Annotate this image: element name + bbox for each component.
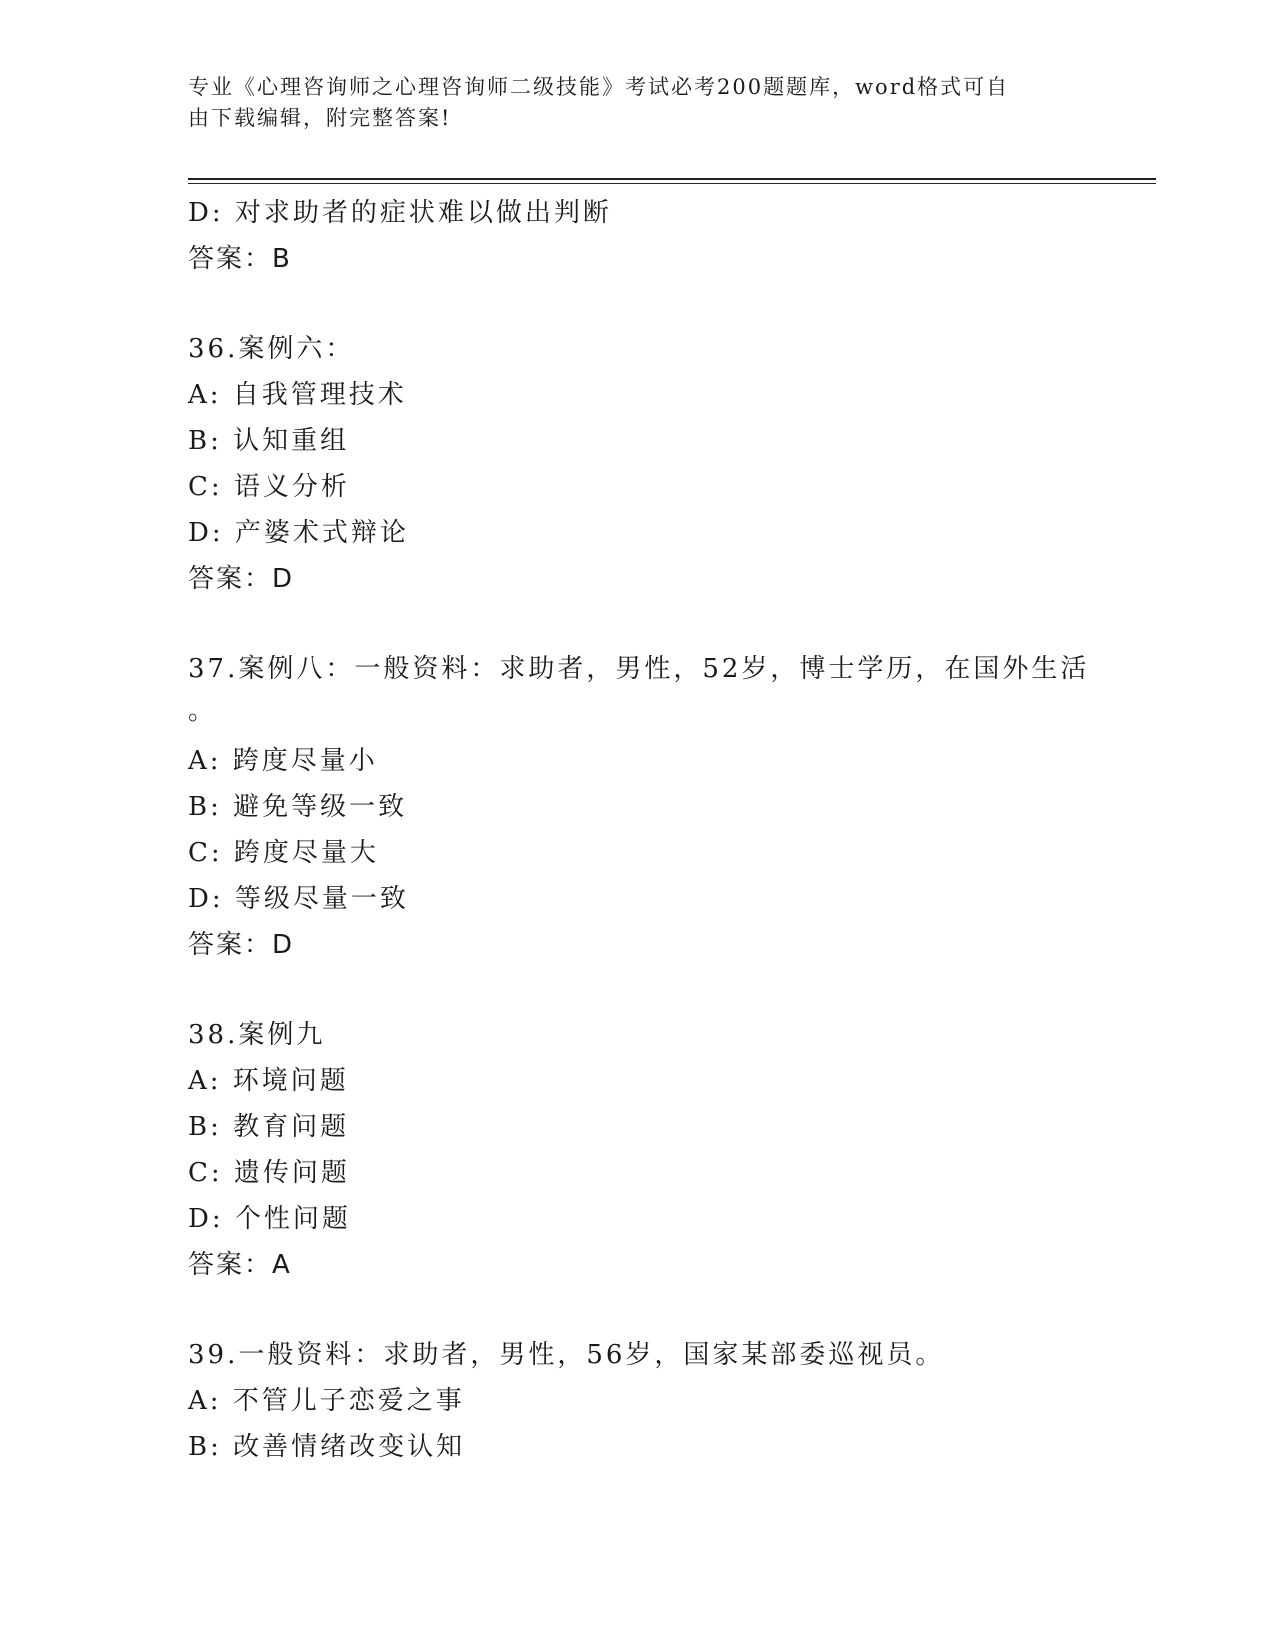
option-a: A: 自我管理技术 [188,380,407,410]
question-list [188,190,1148,1470]
header-line-1: 专业《心理咨询师之心理咨询师二级技能》考试必考200题题库，word格式可自 [188,75,1010,99]
header-rule-thin [188,183,1156,184]
question-39 [188,1332,1148,1470]
header-line-2: 由下载编辑，附完整答案! [188,106,452,130]
option-d: D: 产婆术式辩论 [188,518,409,548]
option-b: B: 改善情绪改变认知 [188,1432,466,1462]
option-d: D: 等级尽量一致 [188,884,409,914]
question-stem: 39.一般资料：求助者，男性，56岁，国家某部委巡视员。 [188,1340,945,1370]
question-36 [188,326,1148,602]
option-a: A: 环境问题 [188,1066,349,1096]
option-a: A: 不管儿子恋爱之事 [188,1386,465,1416]
option-d: D: 对求助者的症状难以做出判断 [188,198,612,228]
option-b: B: 认知重组 [188,426,350,456]
option-b: B: 避免等级一致 [188,792,408,822]
question-37 [188,646,1148,968]
option-c: C: 语义分析 [188,472,350,502]
question-stem: 36.案例六： [188,334,355,364]
question-stem: 37.案例八：一般资料：求助者，男性，52岁，博士学历，在国外生活 [188,654,1090,684]
option-c: C: 跨度尽量大 [188,838,379,868]
option-c: C: 遗传问题 [188,1158,350,1188]
answer-line: 答案：A [188,1250,292,1280]
option-a: A: 跨度尽量小 [188,746,378,776]
answer-line: 答案：D [188,564,295,594]
option-b: B: 教育问题 [188,1112,350,1142]
header-rule-thick [188,178,1156,180]
question-38 [188,1012,1148,1288]
question-stem-continuation: 。 [188,696,218,726]
answer-line: 答案：D [188,930,295,960]
option-d: D: 个性问题 [188,1204,351,1234]
question-stem: 38.案例九 [188,1020,326,1050]
answer-line: 答案：B [188,244,292,274]
page-header [188,72,1088,134]
